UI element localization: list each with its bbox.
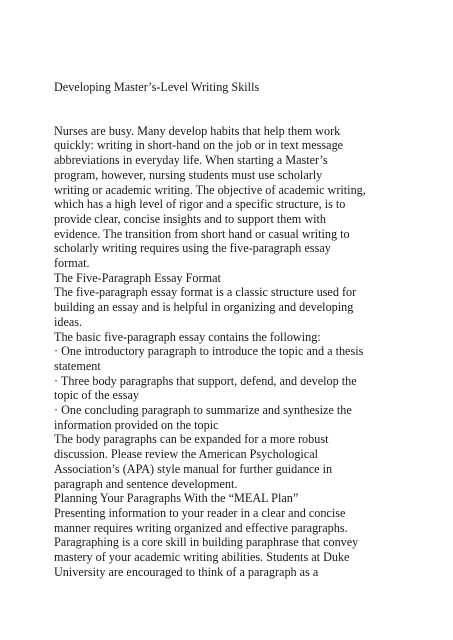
body-line: The five-paragraph essay format is a classic structure used for [54, 285, 357, 300]
list-item-continuation: statement [54, 358, 101, 373]
body-line: Nurses are busy. Many develop habits that help them work [54, 123, 341, 138]
body-line: evidence. The transition from short hand or casual writing to [54, 226, 350, 241]
body-line: Paragraphing is a core skill in building paraphrase that convey [54, 535, 359, 550]
list-item-continuation: information provided on the topic [54, 417, 219, 432]
section-heading-five-paragraph-format: The Five-Paragraph Essay Format [54, 270, 221, 285]
body-line: building an essay and is helpful in organizing and developing [54, 300, 354, 315]
body-line: format. [54, 256, 90, 271]
body-line: ideas. [54, 314, 83, 329]
body-line: abbreviations in everyday life. When starting a Master’s [54, 153, 328, 168]
body-line: The basic five-paragraph essay contains the following: [54, 329, 321, 344]
body-line: Presenting information to your reader in a clear and concise [54, 505, 346, 520]
body-line: Association’s (APA) style manual for further guidance in [54, 461, 333, 476]
list-item: · One concluding paragraph to summarize and synthesize the [54, 403, 352, 418]
body-line: program, however, nursing students must use scholarly [54, 167, 323, 182]
body-line: which has a high level of rigor and a specific structure, is to [54, 197, 346, 212]
list-item-continuation: topic of the essay [54, 388, 139, 403]
body-line: paragraph and sentence development. [54, 476, 238, 491]
body-line: The body paragraphs can be expanded for a more robust [54, 432, 329, 447]
body-line: provide clear, concise insights and to support them with [54, 211, 326, 226]
body-line: quickly: writing in short-hand on the job or in text message [54, 138, 344, 153]
body-line: University are encouraged to think of a paragraph as a [54, 564, 319, 579]
body-line: writing or academic writing. The objective of academic writing, [54, 182, 366, 197]
document-body [54, 124, 413, 580]
list-item: · Three body paragraphs that support, defend, and develop the [54, 373, 357, 388]
body-line: mastery of your academic writing abilities. Students at Duke [54, 550, 350, 565]
list-item: · One introductory paragraph to introduce the topic and a thesis [54, 344, 364, 359]
section-heading-meal-plan: Planning Your Paragraphs With the “MEAL Plan” [54, 491, 299, 506]
body-line: discussion. Please review the American Psychological [54, 447, 319, 462]
body-line: manner requires writing organized and effective paragraphs. [54, 520, 348, 535]
body-line: scholarly writing requires using the five-paragraph essay [54, 241, 331, 256]
document-title: Developing Master’s-Level Writing Skills [54, 80, 260, 94]
